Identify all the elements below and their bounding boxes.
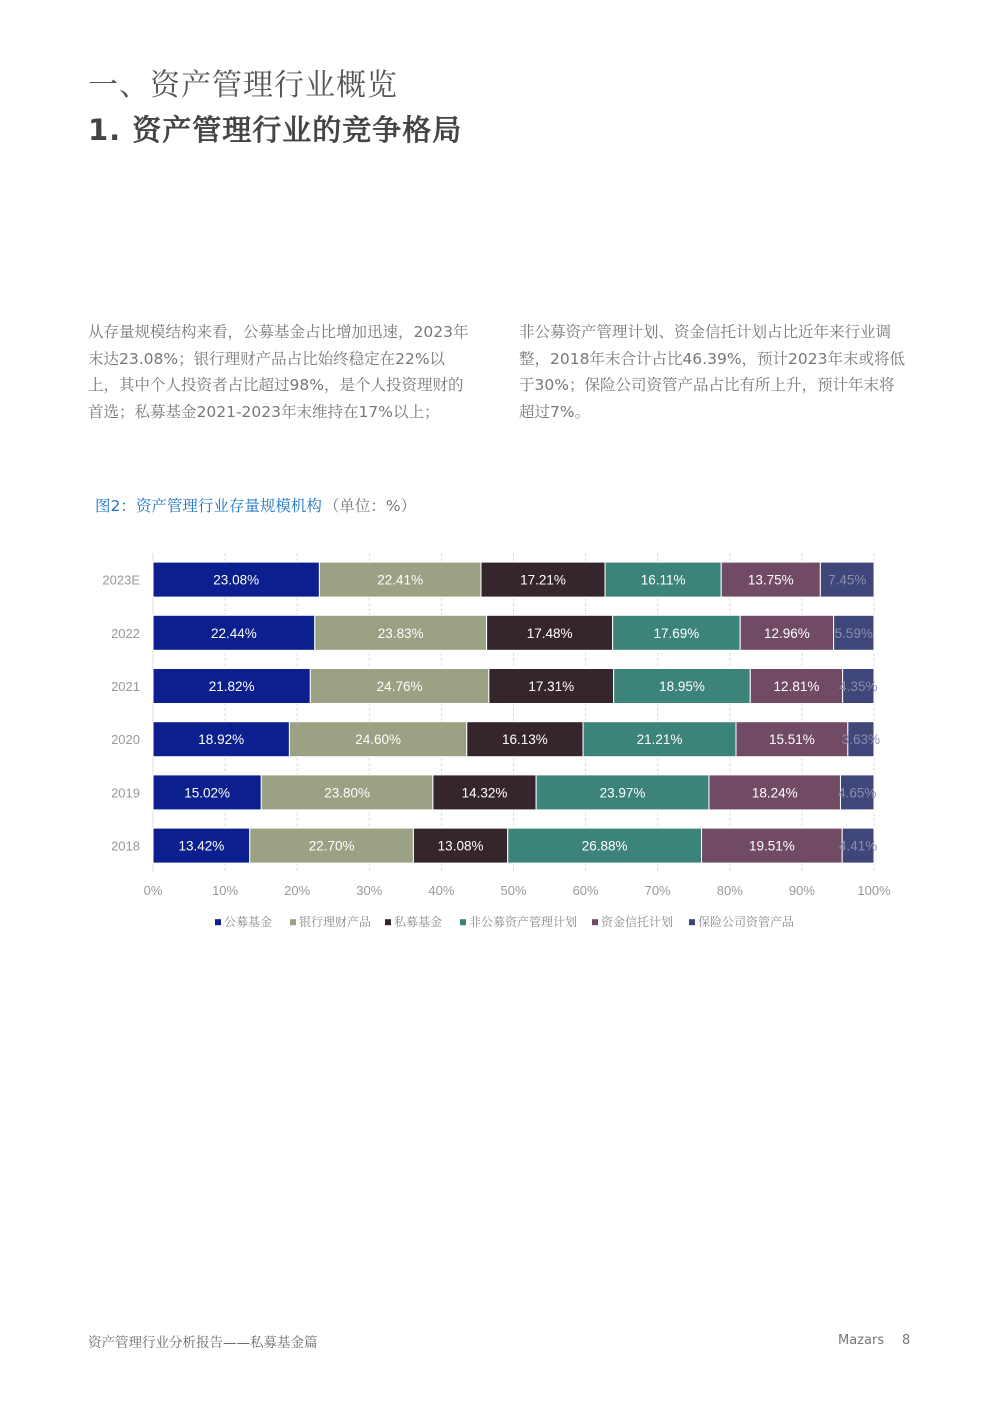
x-tick-label: 80% xyxy=(716,883,743,899)
legend-label: 银行理财产品 xyxy=(299,915,372,930)
data-label: 22.70% xyxy=(308,838,355,854)
paragraph-left: 从存量规模结构来看，公募基金占比增加迅速，2023年末达23.08%；银行理财产品占比始终稳定在22%以上，其中个人投资者占比超过98%，是个人投资理财的首选；私募基金2021-2023年末维持在17%以上； xyxy=(88,323,469,421)
category-label: 2020 xyxy=(111,732,140,748)
x-tick-label: 50% xyxy=(500,883,527,899)
category-label: 2021 xyxy=(111,679,140,694)
legend-swatch xyxy=(385,919,391,925)
x-tick-label: 90% xyxy=(788,883,815,899)
data-label: 4.35% xyxy=(839,679,878,694)
data-label: 15.51% xyxy=(769,732,815,748)
data-label: 13.08% xyxy=(437,838,484,854)
data-label: 23.80% xyxy=(324,785,370,801)
data-label: 5.59% xyxy=(834,625,873,641)
data-label: 22.41% xyxy=(377,572,424,588)
data-label: 12.96% xyxy=(764,625,810,641)
data-label: 16.11% xyxy=(640,572,686,588)
footer-report-title: 资产管理行业分析报告——私募基金篇 xyxy=(88,1335,318,1351)
data-label: 13.42% xyxy=(178,838,225,854)
data-label: 13.75% xyxy=(747,572,794,588)
figure-title xyxy=(95,494,416,516)
subsection-heading: 1. 资产管理行业的竞争格局 xyxy=(88,113,463,147)
figure-unit: （单位：%） xyxy=(323,497,417,515)
legend-label: 公募基金 xyxy=(224,915,273,930)
data-label: 18.92% xyxy=(198,732,245,748)
data-label: 18.95% xyxy=(659,679,705,694)
legend-label: 资金信托计划 xyxy=(601,915,674,930)
data-label: 26.88% xyxy=(581,838,628,854)
data-label: 24.60% xyxy=(355,732,401,748)
legend-label: 保险公司资管产品 xyxy=(698,915,795,930)
data-label: 4.41% xyxy=(838,838,878,854)
category-label: 2019 xyxy=(111,785,140,801)
data-label: 4.65% xyxy=(838,785,877,801)
legend-swatch xyxy=(592,919,598,925)
data-label: 16.13% xyxy=(502,732,548,748)
data-label: 17.48% xyxy=(526,625,573,641)
figure-title-text: 图2：资产管理行业存量规模机构 xyxy=(95,497,322,515)
data-label: 17.31% xyxy=(528,679,575,694)
data-label: 18.24% xyxy=(751,785,798,801)
x-tick-label: 20% xyxy=(284,883,311,899)
x-tick-label: 60% xyxy=(572,883,599,899)
data-label: 22.44% xyxy=(210,625,257,641)
data-label: 23.83% xyxy=(377,625,424,641)
data-label: 17.21% xyxy=(520,572,566,588)
legend-swatch xyxy=(215,919,221,925)
data-label: 23.97% xyxy=(599,785,646,801)
page-number: 8 xyxy=(902,1333,911,1348)
category-label: 2022 xyxy=(111,625,140,641)
data-label: 3.63% xyxy=(841,732,881,748)
legend-swatch xyxy=(689,919,695,925)
category-label: 2018 xyxy=(111,838,140,854)
data-label: 21.82% xyxy=(208,679,255,694)
data-label: 7.45% xyxy=(828,572,867,588)
section-heading: 一、资产管理行业概览 xyxy=(88,68,398,103)
legend-swatch xyxy=(460,919,466,925)
data-label: 15.02% xyxy=(184,785,231,801)
stacked-bar-chart xyxy=(80,540,910,930)
category-label: 2023E xyxy=(102,572,140,588)
x-tick-label: 0% xyxy=(143,883,163,899)
x-tick-label: 30% xyxy=(356,883,383,899)
legend-label: 非公募资产管理计划 xyxy=(469,915,578,930)
x-tick-label: 70% xyxy=(644,883,671,899)
data-label: 17.69% xyxy=(653,625,700,641)
data-label: 21.21% xyxy=(636,732,683,748)
paragraph-right: 非公募资产管理计划、资金信托计划占比近年来行业调整，2018年末合计占比46.39%，预计2023年末或将低于30%；保险公司资管产品占比有所上升，预计年末将超过7%。 xyxy=(519,323,905,421)
x-tick-label: 10% xyxy=(212,883,239,899)
data-label: 12.81% xyxy=(773,679,820,694)
legend-label: 私募基金 xyxy=(394,915,443,930)
data-label: 23.08% xyxy=(213,572,260,588)
x-tick-label: 40% xyxy=(428,883,455,899)
data-label: 19.51% xyxy=(748,838,795,854)
legend-swatch xyxy=(290,919,296,925)
footer-brand: Mazars xyxy=(838,1333,885,1348)
data-label: 24.76% xyxy=(376,679,423,694)
x-tick-label: 100% xyxy=(857,883,891,899)
data-label: 14.32% xyxy=(461,785,508,801)
